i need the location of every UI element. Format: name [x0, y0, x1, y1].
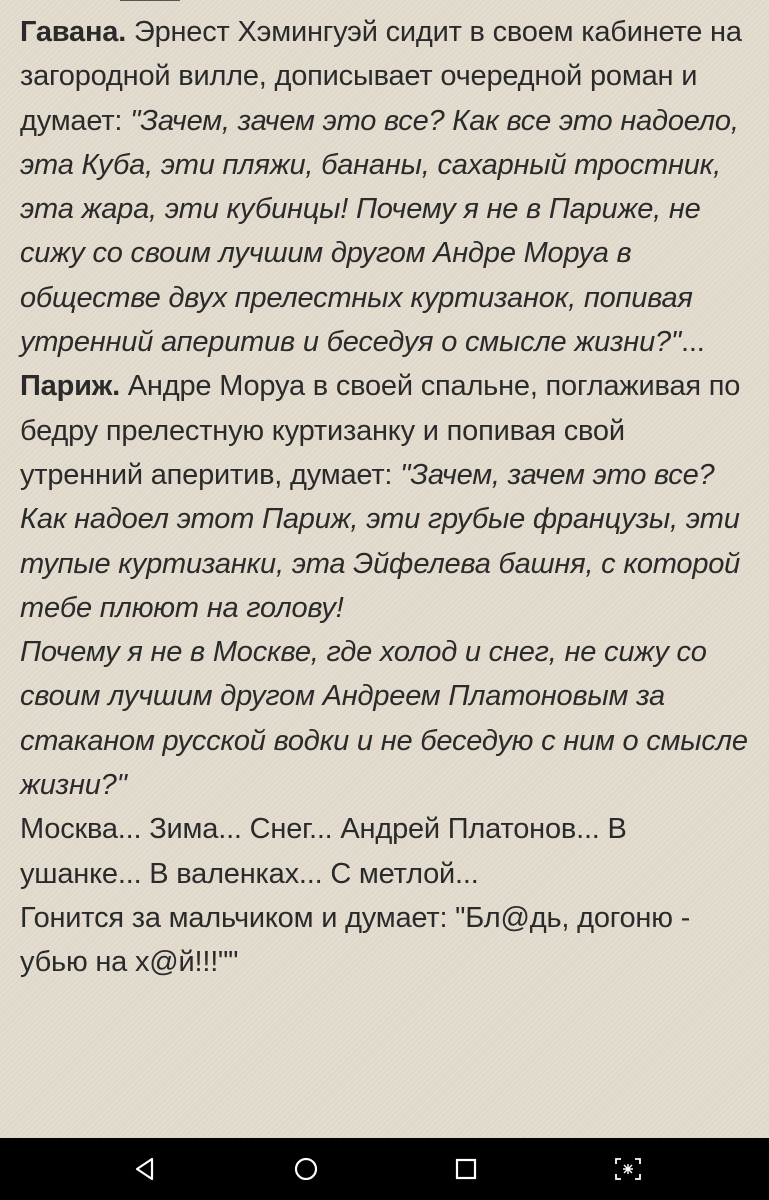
back-button[interactable] — [105, 1138, 185, 1200]
place-paris: Париж. — [20, 370, 120, 403]
paragraph-moscow: Москва... Зима... Снег... Андрей Платонов... В ушанке... В валенках... С метлой... — [20, 813, 627, 890]
screenshot-button[interactable] — [588, 1138, 668, 1200]
paragraph-paris — [20, 364, 750, 630]
place-havana: Гавана. — [20, 16, 127, 48]
havana-ellipsis: ... — [681, 326, 705, 359]
paris-narration: Андре Моруа в своей спальне, поглаживая по бедру прелестную куртизанку и попивая свой утренний аперитив, думает: — [20, 370, 741, 491]
story-text — [20, 10, 750, 985]
hemingway-thought: "Зачем, зачем это все? Как все это надоело, эта Куба, эти пляжи, бананы, сахарный тростник, эта жара, эти кубинцы! Почему я не в Париже, не сижу со своим лучшим другом Андре Моруа в обществе двух прелестных куртизанок, попивая утренний аперитив и беседуя о смысле жизни?" — [20, 104, 739, 359]
square-recents-icon — [453, 1156, 479, 1182]
screenshot-icon — [614, 1157, 642, 1181]
recents-button[interactable] — [426, 1138, 506, 1200]
android-navigation-bar — [0, 1138, 769, 1200]
top-divider — [120, 0, 180, 1]
triangle-back-icon — [132, 1156, 158, 1182]
paragraph-havana — [20, 10, 750, 364]
maurois-thought: "Зачем, зачем это все? Как надоел этот Париж, эти грубые французы, эти тупые куртизанки, эта Эйфелева башня, с которой тебе плюют на голову! — [20, 458, 741, 624]
circle-home-icon — [293, 1156, 319, 1182]
paragraph-maurois-thought-cont: Почему я не в Москве, где холод и снег, не сижу со своим лучшим другом Андреем Платоновым за стаканом русской водки и не беседую с ним о смысле жизни?" — [20, 636, 748, 802]
home-button[interactable] — [266, 1138, 346, 1200]
havana-narration: Эрнест Хэмингуэй сидит в своем кабинете на загородной вилле, дописывает очередной роман и думает: — [20, 16, 742, 137]
paragraph-punchline: Гонится за мальчиком и думает: "Бл@дь, догоню - убью на х@й!!!"" — [20, 901, 691, 979]
